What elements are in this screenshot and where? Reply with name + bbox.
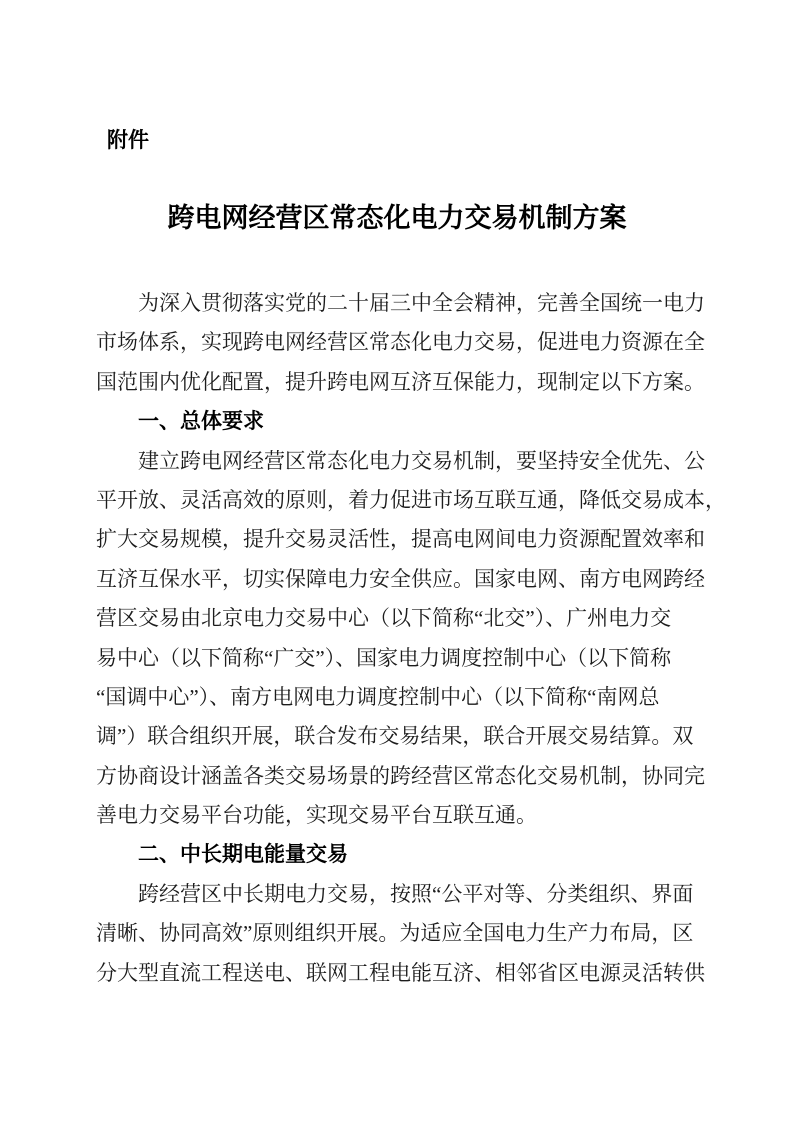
paragraph-line: 建立跨电网经营区常态化电力交易机制，要坚持安全优先、公 xyxy=(138,448,705,473)
paragraph-line: 市场体系，实现跨电网经营区常态化电力交易，促进电力资源在全 xyxy=(96,330,705,355)
paragraph-line: 扩大交易规模，提升交易灵活性，提高电网间电力资源配置效率和 xyxy=(96,527,705,552)
paragraph-line: 清晰、协同高效”原则组织开展。为适应全国电力生产力布局，区 xyxy=(96,921,694,946)
section-heading: 一、总体要求 xyxy=(138,410,264,434)
attachment-label: 附件 xyxy=(107,129,149,152)
paragraph-line: “国调中心”）、南方电网电力调度控制中心（以下简称“南网总 xyxy=(96,684,660,709)
paragraph-line: 跨经营区中长期电力交易，按照“公平对等、分类组织、界面 xyxy=(138,881,694,906)
paragraph-line: 善电力交易平台功能，实现交易平台互联互通。 xyxy=(96,803,537,828)
paragraph-line: 营区交易由北京电力交易中心（以下简称“北交”）、广州电力交 xyxy=(96,606,672,631)
paragraph-line: 分大型直流工程送电、联网工程电能互济、相邻省区电源灵活转供 xyxy=(96,960,705,985)
paragraph-line: 方协商设计涵盖各类交易场景的跨经营区常态化交易机制，协同完 xyxy=(96,763,705,788)
paragraph-line: 互济互保水平，切实保障电力安全供应。国家电网、南方电网跨经 xyxy=(96,566,705,591)
document-title: 跨电网经营区常态化电力交易机制方案 xyxy=(167,203,627,233)
paragraph-line: 调”）联合组织开展，联合发布交易结果，联合开展交易结算。双 xyxy=(96,724,694,749)
paragraph-line: 国范围内优化配置，提升跨电网互济互保能力，现制定以下方案。 xyxy=(96,369,705,394)
paragraph-line: 平开放、灵活高效的原则，着力促进市场互联互通，降低交易成本， xyxy=(96,487,726,512)
paragraph-line: 易中心（以下简称“广交”）、国家电力调度控制中心（以下简称 xyxy=(96,645,672,670)
paragraph-line: 为深入贯彻落实党的二十届三中全会精神，完善全国统一电力 xyxy=(138,291,705,315)
document-body xyxy=(96,284,736,993)
section-heading: 二、中长期电能量交易 xyxy=(138,843,348,867)
